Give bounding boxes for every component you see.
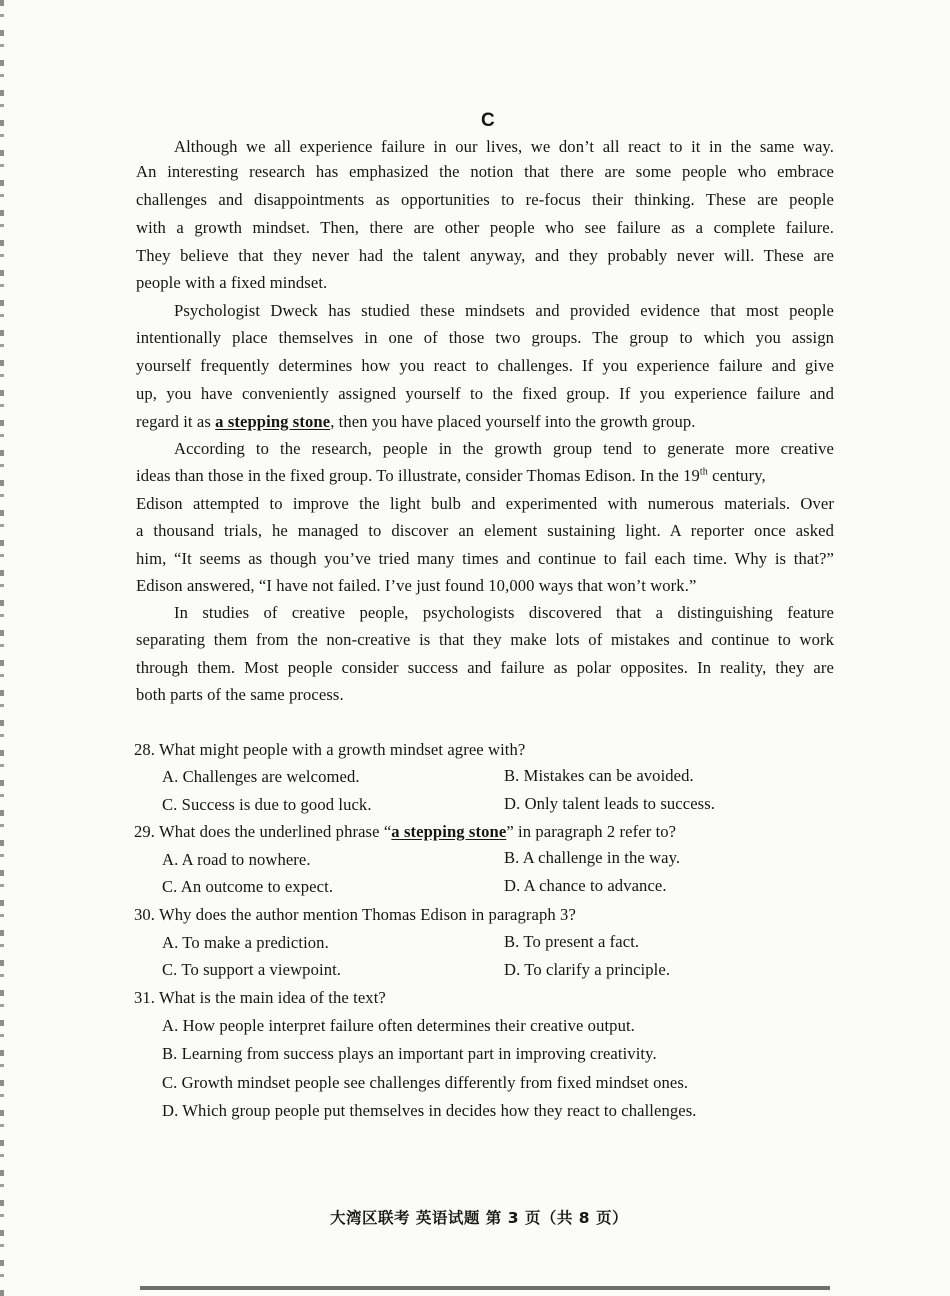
text-line: a thousand trials, he managed to discover an element sustaining light. A reporter once asked [136, 521, 834, 540]
option-d: D. Only talent leads to success. [504, 794, 716, 813]
option-b: B. Learning from success plays an important part in improving creativity. [162, 1044, 657, 1063]
question-stem: 31. What is the main idea of the text? [134, 988, 386, 1007]
text-segment: , then you have placed yourself into the growth group. [330, 412, 696, 431]
text-line [136, 465, 834, 487]
text-line [136, 411, 696, 433]
option-d: D. To clarify a principle. [504, 960, 671, 979]
text-line: An interesting research has emphasized the notion that there are some people who embrace [136, 162, 834, 181]
option-d: D. A chance to advance. [504, 876, 667, 895]
text-line: him, “It seems as though you’ve tried many times and continue to fail each time. Why is that?” [136, 549, 834, 568]
underlined-phrase: a stepping stone [215, 412, 331, 431]
text-segment: century, [707, 466, 766, 485]
scan-edge [0, 0, 4, 1296]
text-line: up, you have conveniently assigned yourself to the fixed group. If you experience failure and [136, 384, 834, 403]
option-c: C. Success is due to good luck. [162, 795, 372, 814]
text-line: through them. Most people consider success and failure as polar opposites. In reality, they are [136, 658, 834, 677]
question-stem: 28. What might people with a growth mindset agree with? [134, 740, 526, 759]
text-line: separating them from the non-creative is that they make lots of mistakes and continue to work [136, 630, 834, 649]
superscript: th [699, 466, 708, 478]
option-a: A. Challenges are welcomed. [162, 767, 360, 786]
text-line: people with a fixed mindset. [136, 273, 328, 292]
option-c: C. An outcome to expect. [162, 877, 334, 896]
text-line: According to the research, people in the growth group tend to generate more creative [174, 439, 834, 458]
option-b: B. A challenge in the way. [504, 848, 681, 867]
text-line: intentionally place themselves in one of those two groups. The group to which you assign [136, 328, 834, 347]
section-label: C [481, 110, 495, 131]
text-line: Although we all experience failure in our lives, we don’t all react to it in the same way. [174, 137, 834, 156]
option-a: A. To make a prediction. [162, 933, 329, 952]
text-segment: 29. What does the underlined phrase “ [134, 822, 392, 841]
text-line: Edison answered, “I have not failed. I’ve just found 10,000 ways that won’t work.” [136, 576, 697, 595]
option-a: A. How people interpret failure often determines their creative output. [162, 1016, 635, 1035]
option-d: D. Which group people put themselves in decides how they react to challenges. [162, 1101, 697, 1120]
text-line: challenges and disappointments as opportunities to re-focus their thinking. These are people [136, 190, 834, 209]
text-line: Edison attempted to improve the light bulb and experimented with numerous materials. Over [136, 494, 834, 513]
text-line: with a growth mindset. Then, there are other people who see failure as a complete failure. [136, 218, 834, 237]
question-stem: 30. Why does the author mention Thomas Edison in paragraph 3? [134, 905, 576, 924]
option-b: B. Mistakes can be avoided. [504, 766, 694, 785]
text-line: In studies of creative people, psychologists discovered that a distinguishing feature [174, 603, 834, 622]
underlined-phrase: a stepping stone [391, 822, 507, 841]
text-line: yourself frequently determines how you react to challenges. If you experience failure and give [136, 356, 834, 375]
text-segment: ” in paragraph 2 refer to? [506, 822, 677, 841]
option-a: A. A road to nowhere. [162, 850, 311, 869]
text-line: both parts of the same process. [136, 685, 344, 704]
page-footer: 大湾区联考 英语试题 第 3 页（共 8 页） [330, 1209, 628, 1227]
question-stem [134, 821, 676, 843]
option-c: C. Growth mindset people see challenges differently from fixed mindset ones. [162, 1073, 689, 1092]
text-line: They believe that they never had the talent anyway, and they probably never will. These are [136, 246, 834, 265]
option-c: C. To support a viewpoint. [162, 960, 342, 979]
scan-bottom-edge [140, 1286, 830, 1290]
text-line: Psychologist Dweck has studied these mindsets and provided evidence that most people [174, 301, 834, 320]
text-segment: regard it as [136, 412, 216, 431]
option-b: B. To present a fact. [504, 932, 640, 951]
text-segment: ideas than those in the fixed group. To illustrate, consider Thomas Edison. In the 19 [136, 466, 700, 485]
